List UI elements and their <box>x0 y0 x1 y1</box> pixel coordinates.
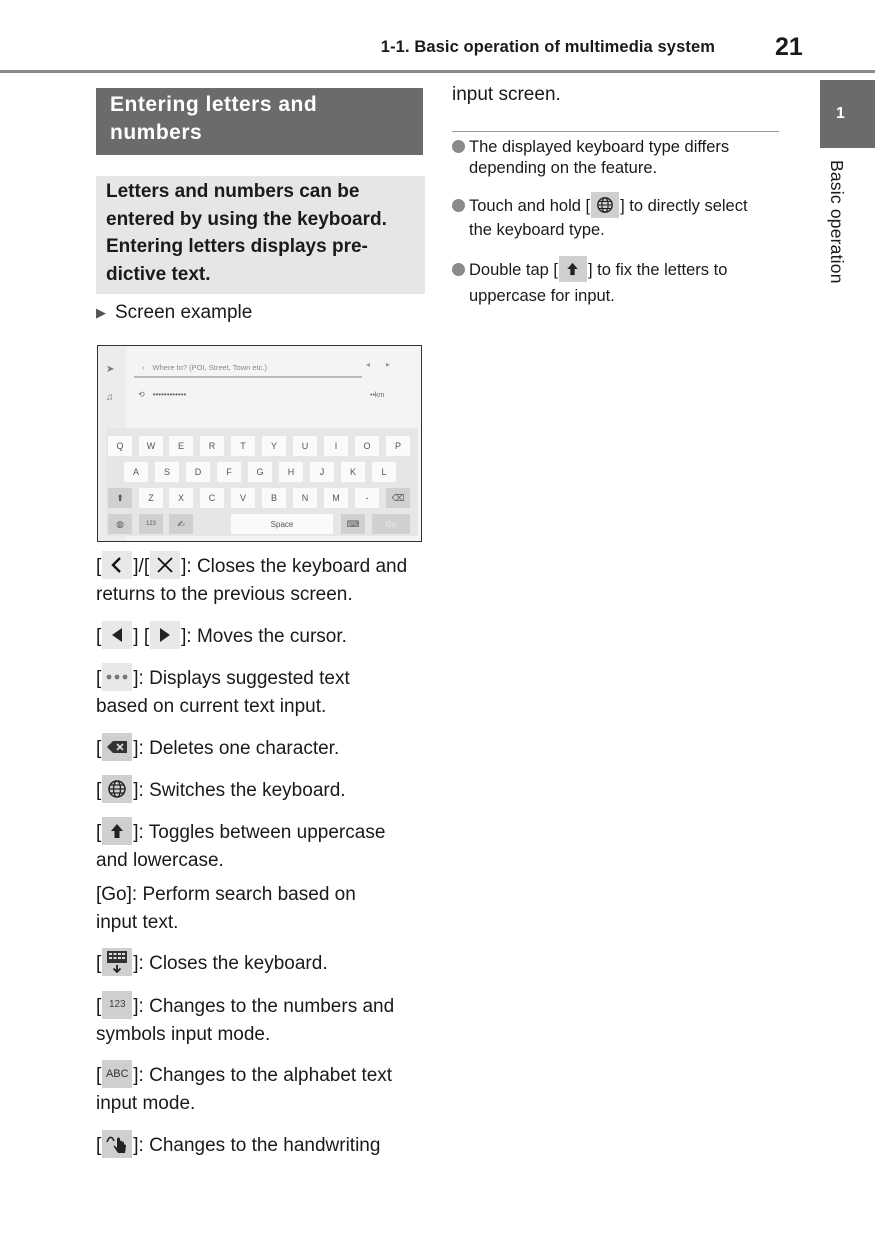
key-r: R <box>200 436 224 456</box>
note-double-tap-text-line2: uppercase for input. <box>469 286 615 305</box>
item-cursor-text: ]: Moves the cursor. <box>181 626 347 648</box>
item-switch <box>96 777 346 805</box>
key-p: P <box>386 436 410 456</box>
bracket-separator: ] [ <box>133 626 150 648</box>
screenshot-password-dots: •••••••••••• <box>152 390 187 399</box>
bracket-separator: ]/[ <box>133 556 150 578</box>
cursor-arrows: ◂▸ <box>366 360 407 369</box>
bracket-open: [ <box>96 556 102 578</box>
note-double-tap-text-2: ] to fix the letters to <box>587 261 728 279</box>
item-alphabet-text-line2: input mode. <box>96 1093 196 1115</box>
keyboard-screenshot <box>97 345 422 542</box>
item-delete-text: ]: Deletes one character. <box>133 738 340 760</box>
item-go-text: [Go]: Perform search based on <box>96 884 356 905</box>
key-i: I <box>324 436 348 456</box>
space-key: Space <box>231 514 333 534</box>
key-l: L <box>372 462 396 482</box>
bullet-icon <box>452 140 465 153</box>
numbers-key: 123 <box>139 514 163 534</box>
key-a: A <box>124 462 148 482</box>
back-chevron-icon <box>102 551 132 579</box>
header-divider <box>0 70 875 73</box>
navigation-arrow-icon: ➤ <box>106 364 115 375</box>
page-number: 21 <box>775 33 803 61</box>
item-shift-text-line2: and lowercase. <box>96 850 224 872</box>
close-keyboard-key-icon: ⌨ <box>341 514 365 534</box>
screenshot-keyboard <box>106 428 418 536</box>
cursor-right-icon <box>150 621 180 649</box>
bracket-open: [ <box>96 1135 102 1157</box>
key-t: T <box>231 436 255 456</box>
bracket-open: [ <box>96 822 102 844</box>
chapter-label: Basic operation <box>827 160 847 284</box>
key-m: M <box>324 488 348 508</box>
key-k: K <box>341 462 365 482</box>
note-keyboard-type-text: The displayed keyboard type differs <box>469 138 730 156</box>
key-z: Z <box>139 488 163 508</box>
item-suggest-text-line2: based on current text input. <box>96 696 327 718</box>
item-alphabet-text: ]: Changes to the alphabet text <box>133 1065 393 1087</box>
item-handwriting-text: ]: Changes to the handwriting <box>133 1135 381 1157</box>
go-key: Go <box>372 514 410 534</box>
key-x: X <box>169 488 193 508</box>
note-double-tap-text: Double tap [ <box>469 261 558 279</box>
globe-icon <box>102 775 132 803</box>
key-e: E <box>169 436 193 456</box>
item-delete <box>96 735 339 763</box>
key-hyphen: - <box>355 488 379 508</box>
bracket-open: [ <box>96 738 102 760</box>
music-icon: ♫ <box>106 392 114 403</box>
key-w: W <box>139 436 163 456</box>
item-go-text-line2: input text. <box>96 912 179 933</box>
handwriting-key-icon: ✍ <box>169 514 193 534</box>
item-close <box>96 553 407 609</box>
note-touch-hold-text-line2: the keyboard type. <box>469 220 605 239</box>
key-u: U <box>293 436 317 456</box>
bracket-open: [ <box>96 996 102 1018</box>
key-g: G <box>248 462 272 482</box>
screenshot-search-bar <box>134 358 362 378</box>
bracket-open: [ <box>96 626 102 648</box>
alphabet-mode-icon: ABC <box>102 1060 132 1088</box>
item-cursor <box>96 623 347 651</box>
item-suggest <box>96 665 350 721</box>
globe-key-icon: ◍ <box>108 514 132 534</box>
item-close-keyboard-text: ]: Closes the keyboard. <box>133 953 328 975</box>
key-n: N <box>293 488 317 508</box>
item-go <box>96 881 356 937</box>
history-icon: ⟲ <box>138 390 145 399</box>
key-h: H <box>279 462 303 482</box>
screen-example-label <box>96 300 252 326</box>
keyboard-hide-icon <box>102 948 132 976</box>
triangle-bullet-icon: ▶ <box>96 305 106 320</box>
item-alphabet <box>96 1062 392 1118</box>
note-touch-hold-text-2: ] to directly select <box>620 197 748 215</box>
key-v: V <box>231 488 255 508</box>
bracket-open: [ <box>96 953 102 975</box>
item-numbers-text-line2: symbols input mode. <box>96 1024 271 1046</box>
key-q: Q <box>108 436 132 456</box>
item-suggest-text: ]: Displays suggested text <box>133 668 350 690</box>
note-double-tap <box>452 257 727 308</box>
key-d: D <box>186 462 210 482</box>
key-y: Y <box>262 436 286 456</box>
back-arrow-icon: ‹ <box>142 363 145 372</box>
shift-arrow-icon <box>102 817 132 845</box>
item-shift-text: ]: Toggles between uppercase <box>133 822 386 844</box>
section-title: Entering letters and numbers <box>96 88 423 155</box>
bracket-open: [ <box>96 1065 102 1087</box>
item-close-text-line2: returns to the previous screen. <box>96 584 353 606</box>
close-x-icon <box>150 551 180 579</box>
intro-box: Letters and numbers can be entered by using the keyboard. Entering letters displays pre-dictive text. <box>96 176 425 294</box>
note-keyboard-type <box>452 137 729 179</box>
key-j: J <box>310 462 334 482</box>
screenshot-password-row <box>138 390 186 399</box>
running-header: 1-1. Basic operation of multimedia system <box>380 38 715 56</box>
item-switch-text: ]: Switches the keyboard. <box>133 780 346 802</box>
bracket-open: [ <box>96 668 102 690</box>
screenshot-distance: ••km <box>370 392 385 399</box>
item-numbers-text: ]: Changes to the numbers and <box>133 996 395 1018</box>
note-keyboard-type-text-line2: depending on the feature. <box>469 159 658 177</box>
shift-key-icon: ⬆ <box>108 488 132 508</box>
note-touch-hold <box>452 193 748 240</box>
bullet-icon <box>452 263 465 276</box>
continuation-text: input screen. <box>452 84 561 105</box>
cursor-left-icon <box>102 621 132 649</box>
backspace-icon <box>102 733 132 761</box>
item-handwriting <box>96 1132 380 1160</box>
key-o: O <box>355 436 379 456</box>
note-touch-hold-text: Touch and hold [ <box>469 197 591 215</box>
bracket-open: [ <box>96 780 102 802</box>
item-numbers <box>96 993 394 1049</box>
delete-key-icon: ⌫ <box>386 488 410 508</box>
item-close-text: ]: Closes the keyboard and <box>181 556 408 578</box>
handwriting-icon <box>102 1130 132 1158</box>
right-divider <box>452 131 779 132</box>
key-b: B <box>262 488 286 508</box>
key-c: C <box>200 488 224 508</box>
chapter-tab: 1 <box>820 80 875 148</box>
key-f: F <box>217 462 241 482</box>
bullet-icon <box>452 199 465 212</box>
more-dots-icon <box>102 663 132 691</box>
item-close-keyboard <box>96 950 328 978</box>
numbers-mode-icon: 123 <box>102 991 132 1019</box>
screenshot-search-placeholder: Where to? (POI, Street, Town etc.) <box>152 363 267 372</box>
shift-arrow-icon <box>559 256 587 282</box>
screen-example-text: Screen example <box>115 302 253 323</box>
key-s: S <box>155 462 179 482</box>
item-shift <box>96 819 385 875</box>
globe-icon <box>591 192 619 218</box>
